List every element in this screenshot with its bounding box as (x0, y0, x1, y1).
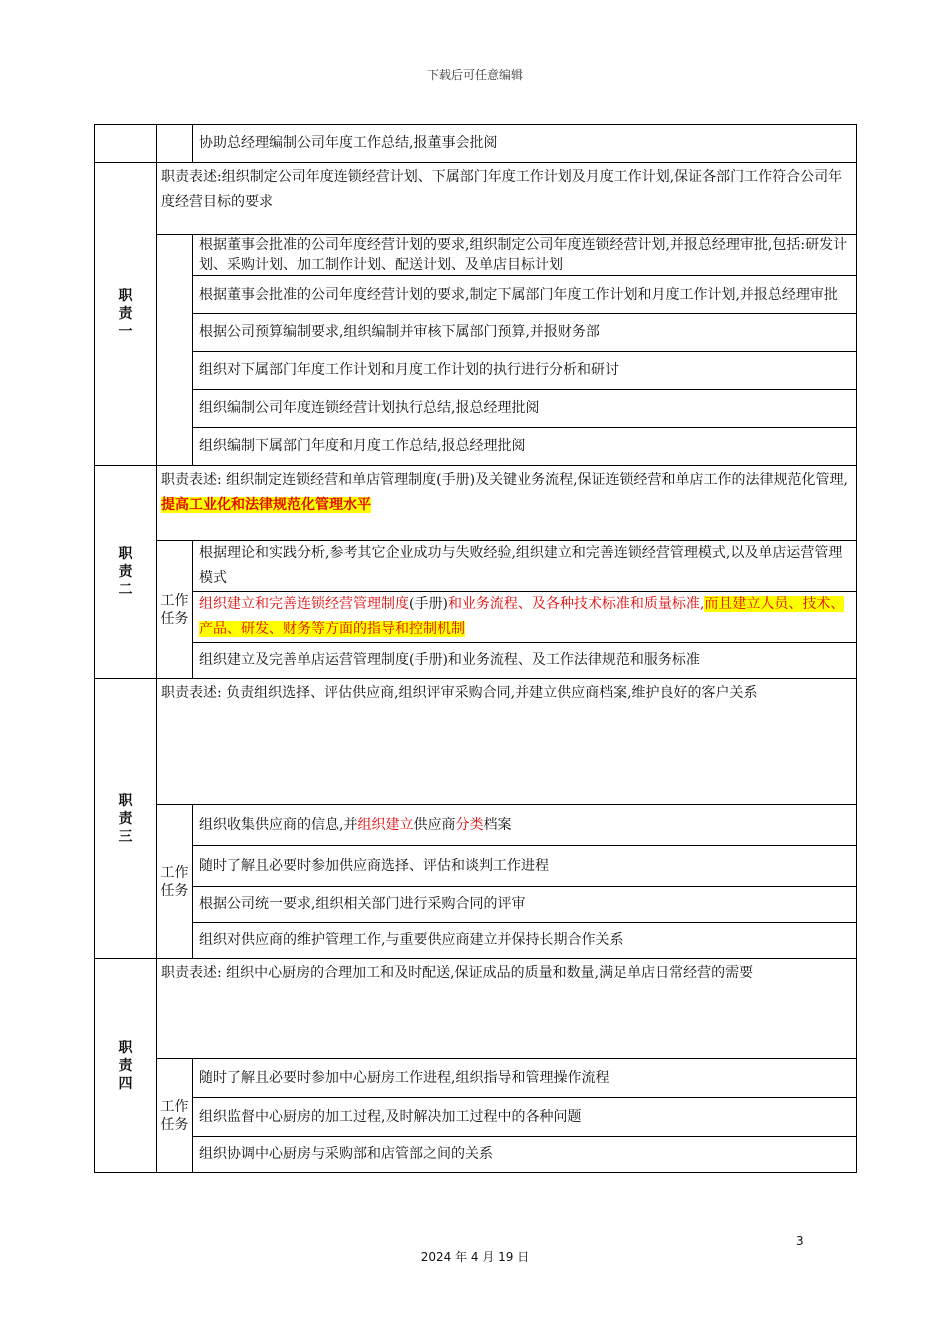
plain-text: 组织收集供应商的信息,并 (199, 816, 358, 833)
plain-text: (手册) (409, 596, 448, 612)
task-item: 组织编制下属部门年度和月度工作总结,报总经理批阅 (193, 428, 857, 466)
description-text: 职责表述: 组织制定连锁经营和单店管理制度(手册)及关键业务流程,保证连锁经营和单店工作的法律规范化管理, (161, 472, 848, 488)
footer-date: 2024 年 4 月 19 日 (420, 1250, 530, 1264)
responsibility-table (94, 124, 857, 1173)
page-header: 下载后可任意编辑 (426, 68, 523, 82)
plain-text: 档案 (483, 816, 512, 833)
red-text: 和业务流程、及各种技术标准和质量标准, (447, 596, 705, 612)
task-item: 随时了解且必要时参加供应商选择、评估和谈判工作进程 (193, 846, 857, 887)
task-item: 根据公司统一要求,组织相关部门进行采购合同的评审 (193, 887, 857, 923)
responsibility-4-description: 职责表述: 组织中心厨房的合理加工和及时配送,保证成品的质量和数量,满足单店日常经营的需要 (157, 959, 857, 1059)
task-item: 组织编制公司年度连锁经营计划执行总结,报总经理批阅 (193, 390, 857, 428)
task-label: 工作任务 (157, 805, 193, 959)
red-text: 组织建立和完善连锁经营管理制度 (199, 596, 409, 612)
empty-cell (157, 125, 193, 163)
empty-cell (95, 125, 157, 163)
task-item (193, 805, 857, 846)
responsibility-3-description: 职责表述: 负责组织选择、评估供应商,组织评审采购合同,并建立供应商档案,维护良好的客户关系 (157, 679, 857, 805)
plain-text: 供应商 (413, 816, 456, 833)
task-item: 协助总经理编制公司年度工作总结,报董事会批阅 (193, 125, 857, 163)
task-label: 工作任务 (157, 1059, 193, 1173)
responsibility-2-description (157, 466, 857, 541)
task-item: 根据公司预算编制要求,组织编制并审核下属部门预算,并报财务部 (193, 314, 857, 352)
highlighted-text: 提高工业化和法律规范化管理水平 (161, 497, 371, 513)
highlighted-text: 而且建立人员、技术、产品、研发、财务等方面的指导和控制机制 (199, 596, 845, 637)
task-label: 工作任务 (157, 541, 193, 679)
task-item: 根据董事会批准的公司年度经营计划的要求,制定下属部门年度工作计划和月度工作计划,并报总经理审批 (193, 276, 857, 314)
task-item: 组织监督中心厨房的加工过程,及时解决加工过程中的各种问题 (193, 1098, 857, 1137)
red-text: 组织建立 (357, 816, 414, 833)
page-number: 3 (796, 1234, 804, 1248)
task-label-cell (157, 235, 193, 466)
red-text: 分类 (455, 816, 484, 833)
task-item (193, 592, 857, 643)
task-item: 随时了解且必要时参加中心厨房工作进程,组织指导和管理操作流程 (193, 1059, 857, 1098)
task-item: 组织协调中心厨房与采购部和店管部之间的关系 (193, 1137, 857, 1173)
responsibility-4-label: 职责四 (95, 959, 157, 1173)
task-item: 组织对下属部门年度工作计划和月度工作计划的执行进行分析和研讨 (193, 352, 857, 390)
task-item: 组织建立及完善单店运营管理制度(手册)和业务流程、及工作法律规范和服务标准 (193, 643, 857, 679)
task-item: 根据理论和实践分析,参考其它企业成功与失败经验,组织建立和完善连锁经营管理模式,以及单店运营管理模式 (193, 541, 857, 592)
responsibility-2-label: 职责二 (95, 466, 157, 679)
responsibility-3-label: 职责三 (95, 679, 157, 959)
responsibility-1-description: 职责表述:组织制定公司年度连锁经营计划、下属部门年度工作计划及月度工作计划,保证各部门工作符合公司年度经营目标的要求 (157, 163, 857, 235)
task-item: 根据董事会批准的公司年度经营计划的要求,组织制定公司年度连锁经营计划,并报总经理审批,包括:研发计划、采购计划、加工制作计划、配送计划、及单店目标计划 (193, 235, 857, 276)
responsibility-1-label: 职责一 (95, 163, 157, 466)
task-item: 组织对供应商的维护管理工作,与重要供应商建立并保持长期合作关系 (193, 923, 857, 959)
